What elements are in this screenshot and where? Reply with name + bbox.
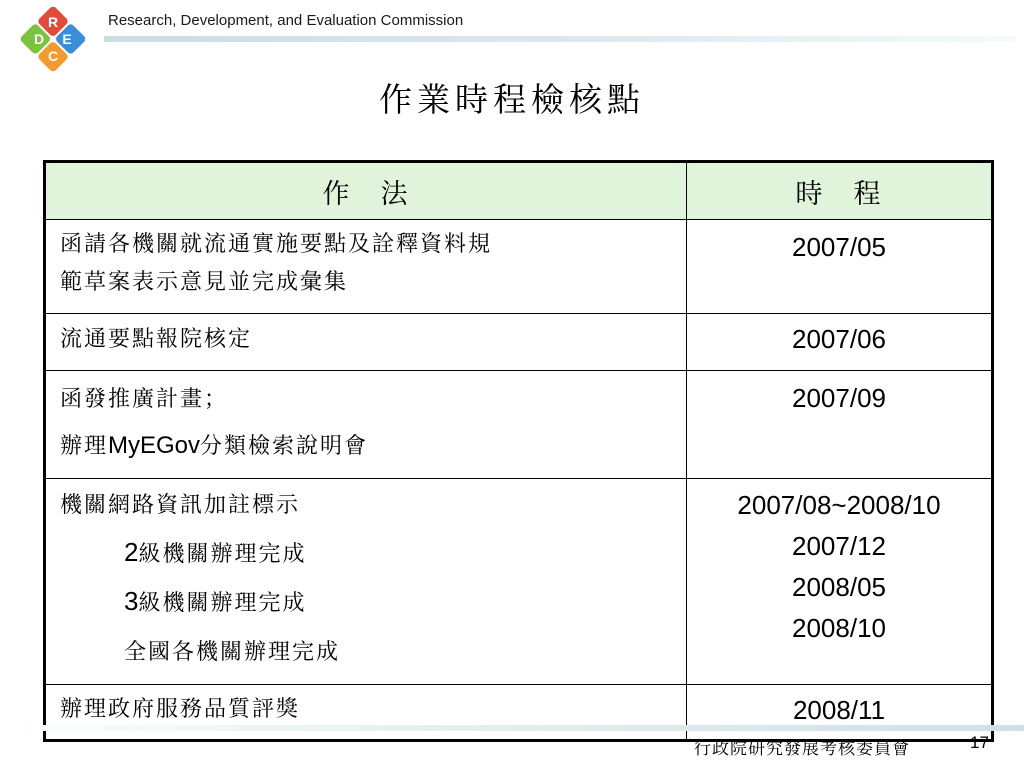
header-divider — [104, 36, 1016, 42]
rdec-logo — [20, 6, 86, 72]
method-line: 函請各機關就流通實施要點及詮釋資料規 — [60, 232, 493, 257]
method-line: 機關網路資訊加註標示 — [60, 493, 301, 518]
method-line: 流通要點報院核定 — [60, 327, 253, 352]
method-line: 函發推廣計畫； — [60, 387, 229, 412]
date-value: 2007/12 — [792, 531, 886, 561]
page-number: 17 — [970, 733, 989, 752]
method-subline: 2級機關辦理完成 — [124, 537, 307, 567]
myegov-label: MyEGov — [108, 432, 201, 459]
date-value: 2007/06 — [792, 324, 886, 354]
slide-title: 作業時程檢核點 — [379, 80, 645, 119]
column-header-method: 作 法 — [45, 162, 687, 220]
organization-name-zh: 行政院研究發展考核委員會 — [694, 739, 910, 759]
method-cell — [45, 371, 687, 479]
method-line: 範草案表示意見並完成彙集 — [60, 270, 349, 295]
method-cell — [45, 685, 687, 741]
date-value: 2008/05 — [792, 572, 886, 602]
date-value: 2008/11 — [792, 695, 886, 725]
svg-text:R: R — [47, 14, 59, 30]
date-cell — [687, 314, 993, 371]
method-subline: 3級機關辦理完成 — [124, 586, 307, 616]
organization-name-en: Research, Development, and Evaluation Commission — [108, 12, 464, 29]
date-value: 2007/08~2008/10 — [737, 490, 941, 520]
table-row — [45, 314, 993, 371]
table-row — [45, 220, 993, 314]
method-cell — [45, 314, 687, 371]
date-cell — [687, 220, 993, 314]
svg-text:D: D — [33, 31, 45, 47]
footer-divider — [0, 725, 1024, 731]
table-row — [45, 371, 993, 479]
table-row — [45, 479, 993, 685]
date-value: 2008/10 — [792, 613, 886, 643]
method-line: 辦理政府服務品質評獎 — [60, 697, 301, 722]
method-subline: 全國各機關辦理完成 — [124, 640, 341, 665]
method-cell — [45, 479, 687, 685]
date-cell — [687, 479, 993, 685]
column-header-schedule: 時 程 — [687, 162, 993, 220]
svg-text:E: E — [62, 31, 72, 47]
table-header-row — [45, 162, 993, 220]
date-cell — [687, 371, 993, 479]
schedule-table — [43, 160, 994, 742]
date-value: 2007/09 — [792, 383, 886, 413]
method-line: 辦理MyEGov分類檢索說明會 — [60, 432, 369, 459]
date-cell — [687, 685, 993, 741]
table-row — [45, 685, 993, 741]
method-cell — [45, 220, 687, 314]
svg-text:C: C — [47, 48, 59, 64]
date-value: 2007/05 — [792, 232, 886, 262]
